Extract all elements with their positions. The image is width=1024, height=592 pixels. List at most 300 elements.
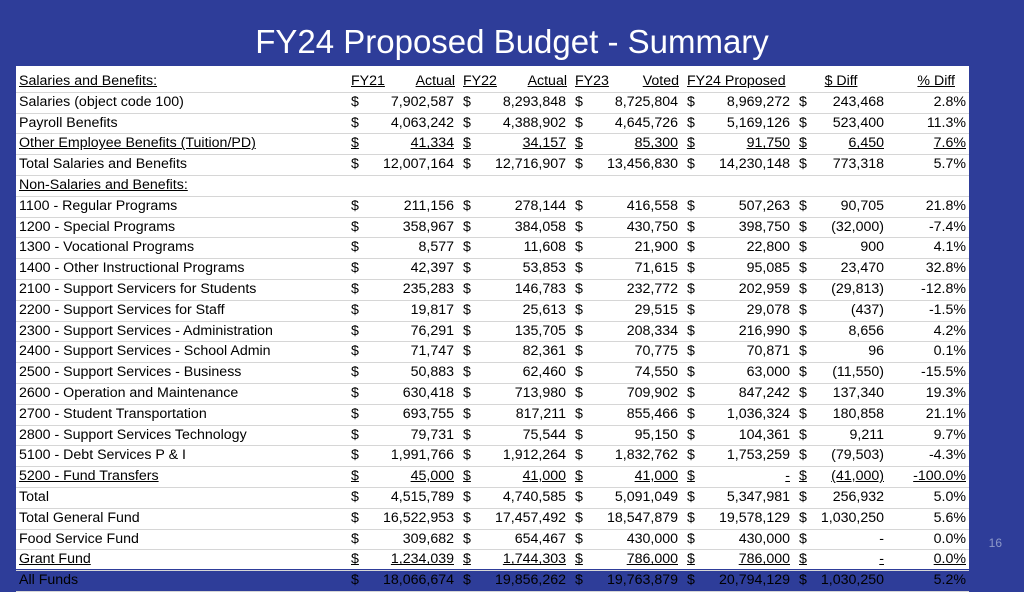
cell-fy22 [472,175,570,196]
currency-symbol: $ [458,279,472,300]
row-label: Total Salaries and Benefits [16,155,346,176]
cell-pct: -100.0% [888,467,969,488]
cell-fy24: 22,800 [696,238,794,259]
currency-symbol: $ [570,467,584,488]
header-pct: % Diff [888,72,969,92]
cell-fy23: 232,772 [584,279,682,300]
cell-diff: 23,470 [808,259,888,280]
page-number: 16 [988,536,1002,550]
cell-fy21: 1,234,039 [360,550,458,571]
cell-fy23: 1,832,762 [584,446,682,467]
cell-pct: 5.6% [888,508,969,529]
cell-fy23: 416,558 [584,196,682,217]
cell-pct: 0.0% [888,550,969,571]
row-label: Payroll Benefits [16,113,346,134]
cell-fy22: 1,912,264 [472,446,570,467]
cell-fy22: 146,783 [472,279,570,300]
currency-symbol: $ [682,300,696,321]
cell-fy21: 42,397 [360,259,458,280]
currency-symbol: $ [458,300,472,321]
currency-symbol: $ [346,467,360,488]
cell-fy23: 430,750 [584,217,682,238]
row-label: 5100 - Debt Services P & I [16,446,346,467]
currency-symbol: $ [794,196,808,217]
table-row [16,508,969,529]
header-fy22: FY22 Actual [458,72,570,92]
currency-symbol: $ [458,467,472,488]
cell-diff: 180,858 [808,404,888,425]
currency-symbol: $ [458,155,472,176]
cell-pct: 9.7% [888,425,969,446]
cell-diff: 773,318 [808,155,888,176]
currency-symbol: $ [682,404,696,425]
cell-fy22: 34,157 [472,134,570,155]
row-label: 2800 - Support Services Technology [16,425,346,446]
cell-fy24: 398,750 [696,217,794,238]
budget-summary-table [16,72,969,592]
row-label: 1400 - Other Instructional Programs [16,259,346,280]
cell-fy24: 216,990 [696,321,794,342]
table-row [16,342,969,363]
header-fy23: FY23 Voted [570,72,682,92]
currency-symbol: $ [346,92,360,113]
cell-diff: 9,211 [808,425,888,446]
currency-symbol: $ [346,383,360,404]
cell-fy21: 630,418 [360,383,458,404]
currency-symbol: $ [458,571,472,592]
cell-fy24: 91,750 [696,134,794,155]
cell-fy23: 21,900 [584,238,682,259]
cell-fy21: 45,000 [360,467,458,488]
currency-symbol: $ [570,238,584,259]
currency-symbol: $ [682,363,696,384]
row-label: Non-Salaries and Benefits: [16,175,346,196]
currency-symbol: $ [682,134,696,155]
cell-fy22: 384,058 [472,217,570,238]
currency-symbol: $ [570,92,584,113]
currency-symbol: $ [570,217,584,238]
cell-fy24: 5,347,981 [696,487,794,508]
cell-fy23: 709,902 [584,383,682,404]
currency-symbol: $ [458,92,472,113]
cell-fy22: 278,144 [472,196,570,217]
currency-symbol: $ [458,363,472,384]
currency-symbol: $ [346,363,360,384]
cell-fy24: 19,578,129 [696,508,794,529]
cell-fy22: 53,853 [472,259,570,280]
cell-fy24: 104,361 [696,425,794,446]
cell-diff: 900 [808,238,888,259]
cell-diff: 96 [808,342,888,363]
cell-fy24: 507,263 [696,196,794,217]
row-label: Total General Fund [16,508,346,529]
cell-fy22: 8,293,848 [472,92,570,113]
cell-fy23: 18,547,879 [584,508,682,529]
cell-fy24: 8,969,272 [696,92,794,113]
cell-fy23: 430,000 [584,529,682,550]
row-label: Other Employee Benefits (Tuition/PD) [16,134,346,155]
cell-fy22: 82,361 [472,342,570,363]
currency-symbol: $ [458,404,472,425]
currency-symbol: $ [682,571,696,592]
currency-symbol: $ [570,550,584,571]
currency-symbol: $ [346,508,360,529]
currency-symbol: $ [346,487,360,508]
table-row [16,134,969,155]
table-row [16,363,969,384]
currency-symbol: $ [682,321,696,342]
currency-symbol: $ [794,383,808,404]
cell-pct: 2.8% [888,92,969,113]
currency-symbol: $ [458,508,472,529]
currency-symbol: $ [346,279,360,300]
currency-symbol: $ [794,571,808,592]
cell-fy23: 41,000 [584,467,682,488]
row-label: 1100 - Regular Programs [16,196,346,217]
table-row [16,113,969,134]
cell-fy23: 70,775 [584,342,682,363]
currency-symbol: $ [682,92,696,113]
table-row [16,550,969,571]
row-label: 5200 - Fund Transfers [16,467,346,488]
cell-fy22: 713,980 [472,383,570,404]
currency-symbol: $ [458,196,472,217]
currency-symbol [458,175,472,196]
cell-fy21: 79,731 [360,425,458,446]
cell-fy22: 817,211 [472,404,570,425]
row-label: 2100 - Support Servicers for Students [16,279,346,300]
cell-fy21: 4,063,242 [360,113,458,134]
table-row [16,259,969,280]
table-row [16,155,969,176]
currency-symbol: $ [682,155,696,176]
cell-fy23: 71,615 [584,259,682,280]
cell-fy23: 5,091,049 [584,487,682,508]
table-row [16,467,969,488]
currency-symbol: $ [346,446,360,467]
slide-title: FY24 Proposed Budget - Summary [255,23,769,60]
currency-symbol: $ [458,217,472,238]
row-label: 2400 - Support Services - School Admin [16,342,346,363]
cell-diff: - [808,529,888,550]
cell-pct: 0.1% [888,342,969,363]
currency-symbol: $ [570,383,584,404]
cell-fy23: 786,000 [584,550,682,571]
currency-symbol: $ [682,113,696,134]
cell-fy23: 13,456,830 [584,155,682,176]
cell-fy24: 1,036,324 [696,404,794,425]
currency-symbol: $ [570,321,584,342]
cell-diff: 243,468 [808,92,888,113]
cell-fy22: 19,856,262 [472,571,570,592]
currency-symbol: $ [794,113,808,134]
cell-fy22: 62,460 [472,363,570,384]
header-fy24: FY24 Proposed [682,72,794,92]
cell-fy23: 19,763,879 [584,571,682,592]
row-label: 1300 - Vocational Programs [16,238,346,259]
table-row [16,175,969,196]
cell-fy22: 4,740,585 [472,487,570,508]
cell-fy24: 29,078 [696,300,794,321]
currency-symbol: $ [570,446,584,467]
table-row [16,279,969,300]
cell-pct: 21.8% [888,196,969,217]
cell-fy24 [696,175,794,196]
currency-symbol: $ [794,238,808,259]
currency-symbol: $ [570,196,584,217]
table-row [16,529,969,550]
currency-symbol [346,175,360,196]
currency-symbol: $ [570,363,584,384]
cell-fy21: 18,066,674 [360,571,458,592]
row-label: Food Service Fund [16,529,346,550]
currency-symbol: $ [458,113,472,134]
cell-pct: 19.3% [888,383,969,404]
table-row [16,571,969,592]
cell-fy24: 63,000 [696,363,794,384]
currency-symbol: $ [794,155,808,176]
table-row [16,92,969,113]
cell-fy22: 75,544 [472,425,570,446]
currency-symbol: $ [682,529,696,550]
cell-fy23: 85,300 [584,134,682,155]
cell-fy24: - [696,467,794,488]
currency-symbol: $ [682,487,696,508]
cell-fy23: 95,150 [584,425,682,446]
currency-symbol: $ [794,529,808,550]
cell-fy22: 4,388,902 [472,113,570,134]
currency-symbol: $ [570,279,584,300]
cell-fy24: 430,000 [696,529,794,550]
cell-fy21: 12,007,164 [360,155,458,176]
cell-fy23: 4,645,726 [584,113,682,134]
currency-symbol: $ [570,571,584,592]
currency-symbol: $ [346,217,360,238]
cell-fy21: 8,577 [360,238,458,259]
cell-pct: -12.8% [888,279,969,300]
currency-symbol: $ [794,279,808,300]
currency-symbol: $ [346,155,360,176]
cell-diff: 90,705 [808,196,888,217]
currency-symbol: $ [570,404,584,425]
currency-symbol: $ [570,508,584,529]
currency-symbol: $ [682,342,696,363]
table-row [16,404,969,425]
cell-fy23: 29,515 [584,300,682,321]
currency-symbol: $ [570,300,584,321]
currency-symbol: $ [570,259,584,280]
cell-pct: 7.6% [888,134,969,155]
cell-diff: (437) [808,300,888,321]
cell-pct: 11.3% [888,113,969,134]
cell-pct: 5.7% [888,155,969,176]
currency-symbol: $ [794,425,808,446]
currency-symbol: $ [458,238,472,259]
currency-symbol: $ [682,383,696,404]
table-row [16,446,969,467]
currency-symbol: $ [346,300,360,321]
cell-fy21: 71,747 [360,342,458,363]
cell-fy21: 4,515,789 [360,487,458,508]
currency-symbol: $ [346,196,360,217]
row-label: 1200 - Special Programs [16,217,346,238]
currency-symbol: $ [682,550,696,571]
cell-fy21: 41,334 [360,134,458,155]
cell-diff: (29,813) [808,279,888,300]
currency-symbol: $ [682,467,696,488]
table-row [16,425,969,446]
currency-symbol: $ [682,217,696,238]
cell-fy21: 19,817 [360,300,458,321]
cell-diff: (32,000) [808,217,888,238]
cell-diff: 256,932 [808,487,888,508]
cell-fy21: 235,283 [360,279,458,300]
table-row [16,238,969,259]
currency-symbol: $ [794,363,808,384]
currency-symbol: $ [346,238,360,259]
currency-symbol: $ [570,113,584,134]
cell-fy22: 25,613 [472,300,570,321]
row-label: 2600 - Operation and Maintenance [16,383,346,404]
cell-fy22: 11,608 [472,238,570,259]
cell-fy22: 1,744,303 [472,550,570,571]
table-row [16,300,969,321]
cell-fy21: 358,967 [360,217,458,238]
cell-pct: 5.0% [888,487,969,508]
currency-symbol: $ [682,196,696,217]
cell-fy24: 95,085 [696,259,794,280]
currency-symbol: $ [346,342,360,363]
currency-symbol: $ [794,92,808,113]
row-label: Salaries (object code 100) [16,92,346,113]
cell-pct: -4.3% [888,446,969,467]
cell-fy23 [584,175,682,196]
cell-fy23: 74,550 [584,363,682,384]
cell-fy24: 14,230,148 [696,155,794,176]
currency-symbol: $ [794,446,808,467]
table-row [16,321,969,342]
currency-symbol [570,175,584,196]
currency-symbol: $ [458,259,472,280]
table-row [16,196,969,217]
currency-symbol: $ [794,404,808,425]
currency-symbol: $ [570,342,584,363]
cell-fy21: 76,291 [360,321,458,342]
currency-symbol: $ [570,487,584,508]
cell-fy21: 693,755 [360,404,458,425]
cell-diff: 8,656 [808,321,888,342]
cell-diff: 1,030,250 [808,571,888,592]
cell-pct: -15.5% [888,363,969,384]
currency-symbol [794,175,808,196]
currency-symbol: $ [458,425,472,446]
currency-symbol: $ [458,529,472,550]
row-label: 2200 - Support Services for Staff [16,300,346,321]
cell-fy21 [360,175,458,196]
cell-fy21: 309,682 [360,529,458,550]
currency-symbol: $ [794,342,808,363]
cell-fy24: 70,871 [696,342,794,363]
currency-symbol: $ [570,529,584,550]
cell-pct: 32.8% [888,259,969,280]
currency-symbol: $ [794,508,808,529]
currency-symbol: $ [346,404,360,425]
cell-pct [888,175,969,196]
currency-symbol: $ [682,425,696,446]
table-row [16,217,969,238]
currency-symbol: $ [682,446,696,467]
row-label: Total [16,487,346,508]
currency-symbol: $ [458,550,472,571]
cell-diff: 6,450 [808,134,888,155]
currency-symbol: $ [458,446,472,467]
cell-pct: 21.1% [888,404,969,425]
cell-pct: -1.5% [888,300,969,321]
cell-fy22: 17,457,492 [472,508,570,529]
cell-fy23: 8,725,804 [584,92,682,113]
currency-symbol [682,175,696,196]
currency-symbol: $ [458,342,472,363]
cell-fy24: 5,169,126 [696,113,794,134]
cell-fy24: 20,794,129 [696,571,794,592]
currency-symbol: $ [794,487,808,508]
cell-fy22: 12,716,907 [472,155,570,176]
currency-symbol: $ [794,259,808,280]
row-label: 2500 - Support Services - Business [16,363,346,384]
header-label: Salaries and Benefits: [16,72,346,92]
cell-diff: (79,503) [808,446,888,467]
cell-pct: 4.1% [888,238,969,259]
cell-diff: 523,400 [808,113,888,134]
currency-symbol: $ [458,134,472,155]
header-fy21: FY21 Actual [346,72,458,92]
currency-symbol: $ [346,113,360,134]
cell-pct: 5.2% [888,571,969,592]
table-row [16,383,969,404]
currency-symbol: $ [346,321,360,342]
currency-symbol: $ [346,259,360,280]
row-label: All Funds [16,571,346,592]
currency-symbol: $ [458,321,472,342]
currency-symbol: $ [570,155,584,176]
cell-fy23: 855,466 [584,404,682,425]
cell-pct: 0.0% [888,529,969,550]
currency-symbol: $ [682,279,696,300]
currency-symbol: $ [794,134,808,155]
row-label: 2700 - Student Transportation [16,404,346,425]
cell-fy21: 211,156 [360,196,458,217]
cell-fy23: 208,334 [584,321,682,342]
table-row [16,487,969,508]
currency-symbol: $ [794,217,808,238]
cell-fy21: 16,522,953 [360,508,458,529]
currency-symbol: $ [458,383,472,404]
cell-fy21: 50,883 [360,363,458,384]
currency-symbol: $ [794,550,808,571]
cell-diff: (11,550) [808,363,888,384]
cell-fy21: 1,991,766 [360,446,458,467]
cell-pct: -7.4% [888,217,969,238]
header-row [16,72,969,92]
currency-symbol: $ [570,134,584,155]
currency-symbol: $ [346,529,360,550]
row-label: 2300 - Support Services - Administration [16,321,346,342]
cell-fy22: 41,000 [472,467,570,488]
cell-pct: 4.2% [888,321,969,342]
cell-diff: 137,340 [808,383,888,404]
currency-symbol: $ [346,550,360,571]
header-diff: $ Diff [794,72,888,92]
